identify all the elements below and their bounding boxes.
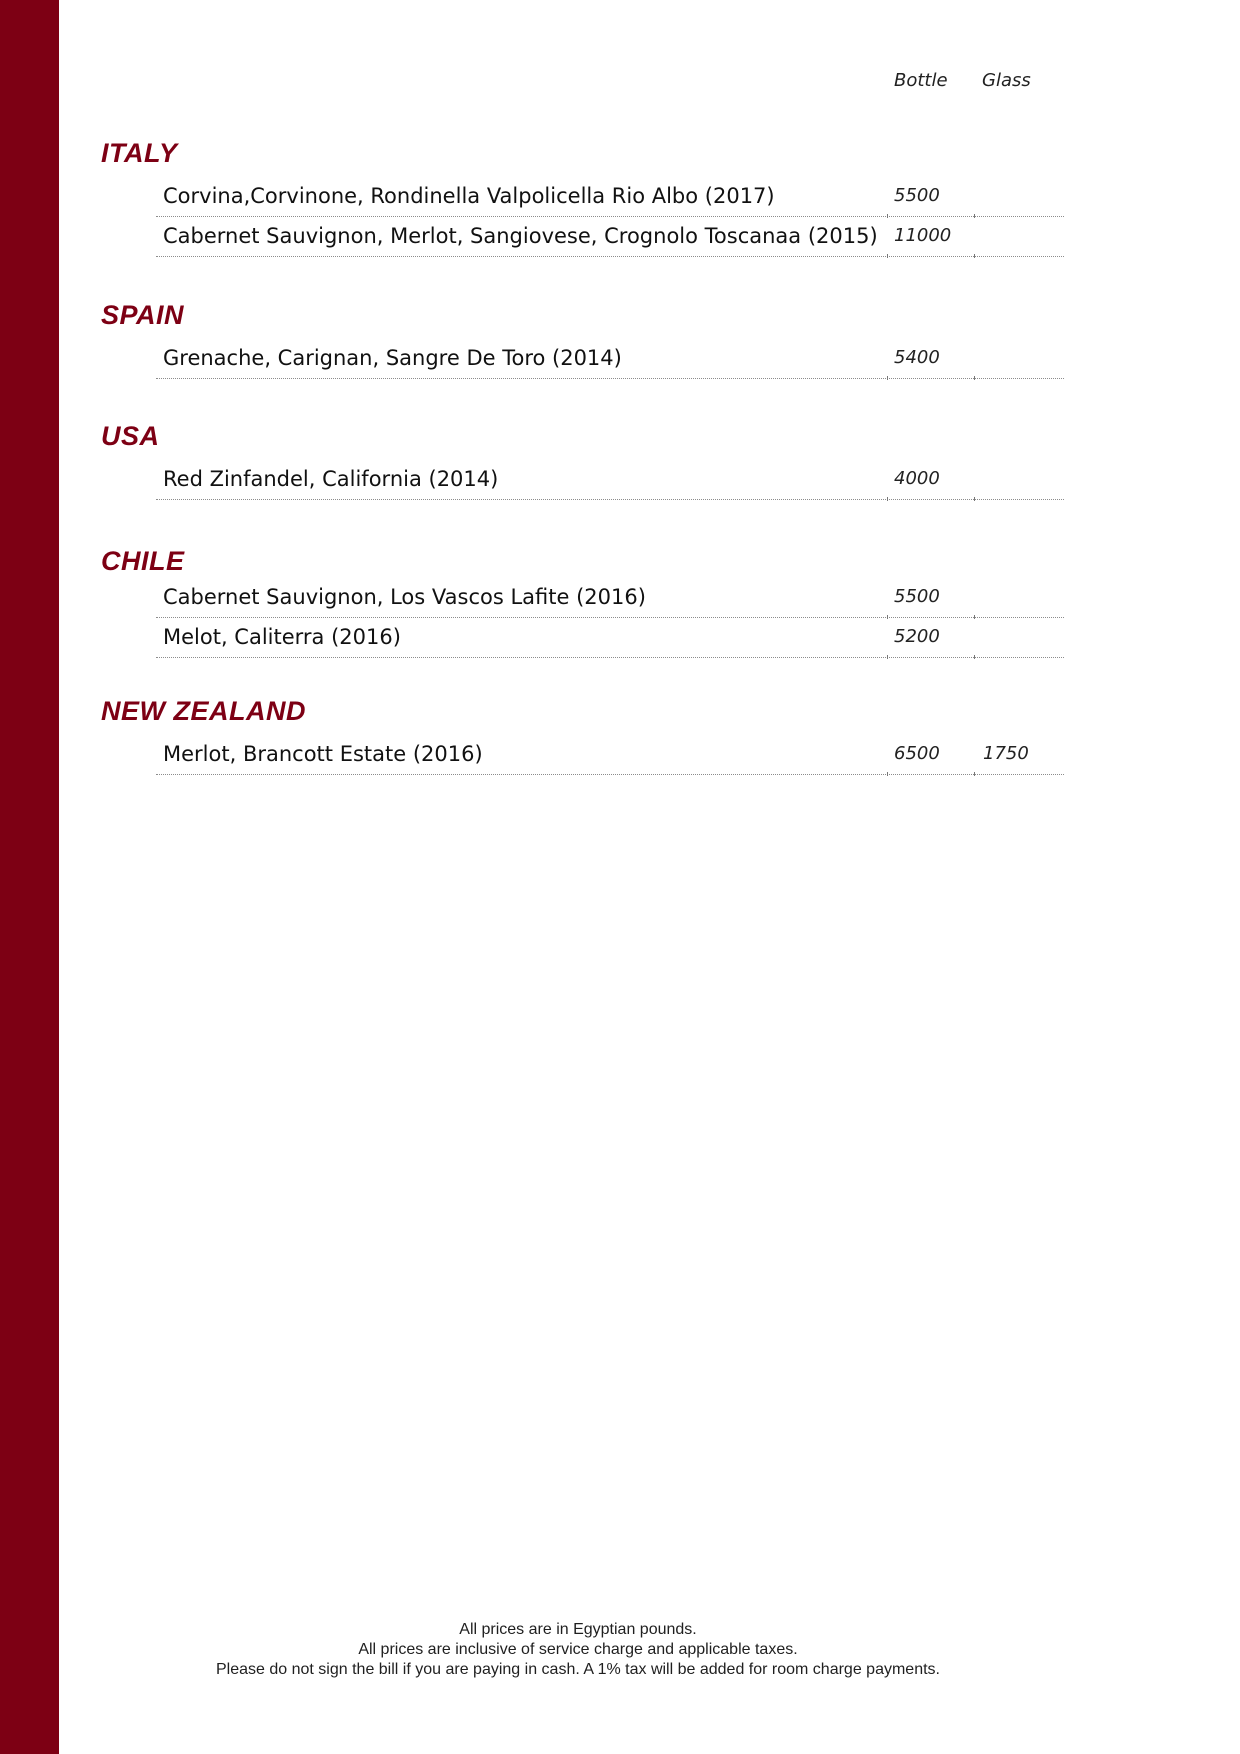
section-title: ITALY [101,138,178,168]
bottle-price: 5500 [894,185,940,206]
wine-row [156,579,1064,618]
column-divider [887,772,888,776]
wine-name: Corvina,Corvinone, Rondinella Valpolicella Rio Albo (2017) [163,184,775,208]
bottle-price: 11000 [894,225,952,246]
column-divider [887,497,888,501]
wine-row [156,461,1064,500]
wine-name: Grenache, Carignan, Sangre De Toro (2014) [163,346,622,370]
section-title: NEW ZEALAND [101,696,306,726]
column-divider [887,655,888,659]
wine-row [156,218,1064,257]
bottle-price: 5400 [894,347,940,368]
wine-name: Cabernet Sauvignon, Merlot, Sangiovese, Crognolo Toscanaa (2015) [163,224,878,248]
column-header-bottle: Bottle [894,70,948,91]
section-title: SPAIN [101,300,185,330]
price-notes [59,1620,1097,1680]
wine-name: Merlot, Brancott Estate (2016) [163,742,483,766]
section-title: CHILE [101,546,185,576]
column-divider [887,254,888,258]
bottle-price: 4000 [894,468,940,489]
column-divider [974,497,975,501]
wine-name: Melot, Caliterra (2016) [163,625,401,649]
tax-note: All prices are inclusive of service charge and applicable taxes. [358,1641,798,1658]
glass-price: 1750 [983,743,1029,764]
column-divider [974,655,975,659]
payment-note: Please do not sign the bill if you are paying in cash. A 1% tax will be added for room charge payments. [216,1661,940,1678]
bottle-price: 5500 [894,586,940,607]
wine-row [156,736,1064,775]
wine-row [156,619,1064,658]
column-divider [974,254,975,258]
column-divider [887,376,888,380]
wine-name: Cabernet Sauvignon, Los Vascos Lafite (2016) [163,585,646,609]
side-color-band [0,0,59,1754]
section-title: USA [101,421,160,451]
wine-row [156,340,1064,379]
wine-name: Red Zinfandel, California (2014) [163,467,499,491]
wine-row [156,178,1064,217]
bottle-price: 6500 [894,743,940,764]
column-divider [974,772,975,776]
bottle-price: 5200 [894,626,940,647]
currency-note: All prices are in Egyptian pounds. [459,1621,697,1638]
column-divider [974,376,975,380]
column-header-glass: Glass [982,70,1031,91]
